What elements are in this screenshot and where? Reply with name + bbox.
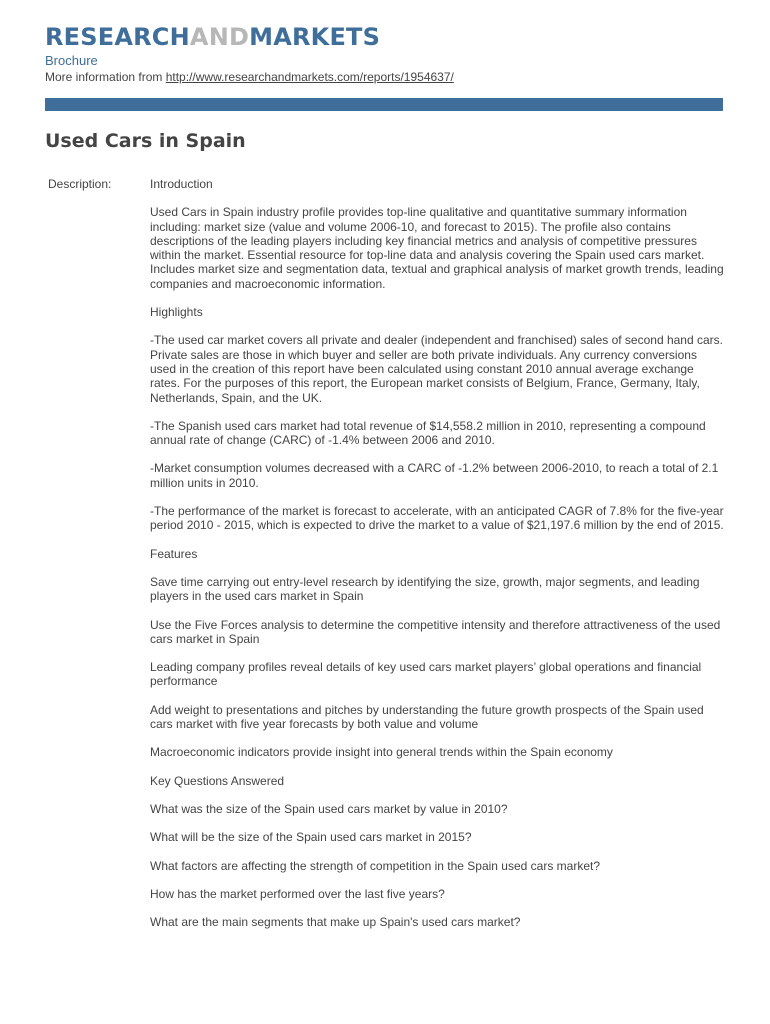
- paragraph-question-1: What was the size of the Spain used cars market by value in 2010?: [150, 801, 508, 816]
- paragraph-question-4: How has the market performed over the last five years?: [150, 886, 445, 901]
- description-body: [150, 177, 725, 943]
- more-info-prefix: More information from: [45, 70, 163, 84]
- paragraph-question-3: What factors are affecting the strength of competition in the Spain used cars market?: [150, 858, 601, 873]
- paragraph-feature-5: Macroeconomic indicators provide insight into general trends within the Spain economy: [150, 745, 613, 760]
- paragraph-highlight-1: -The used car market covers all private and dealer (independent and franchised) sales of second hand cars. Private sales are those in which buyer and seller are both private individuals. Any currency conversions used in the creation of this report have been calculated using constant 2010 annual average exchange rates. For the purposes of this report, the European market consists of Belgium, France, Germany, Italy, Netherlands, Spain, and the UK.: [150, 333, 723, 405]
- header-divider-bar: [45, 98, 723, 111]
- paragraph-feature-3: Leading company profiles reveal details of key used cars market players’ global operations and financial performance: [150, 660, 702, 689]
- logo-and: AND: [189, 23, 250, 51]
- page-title: Used Cars in Spain: [45, 130, 246, 152]
- paragraph-feature-4: Add weight to presentations and pitches by understanding the future growth prospects of the Spain used cars market with five year forecasts by both value and volume: [150, 702, 704, 732]
- paragraph-highlight-3: -Market consumption volumes decreased with a CARC of -1.2% between 2006-2010, to reach a total of 2.1 million units in 2010.: [150, 461, 719, 490]
- brochure-label: Brochure: [45, 53, 98, 68]
- description-label: Description:: [48, 177, 112, 191]
- paragraph-highlight-2: -The Spanish used cars market had total revenue of $14,558.2 million in 2010, representing a compound annual rate of change (CARC) of -1.4% between 2006 and 2010.: [150, 418, 706, 448]
- paragraph-question-2: What will be the size of the Spain used cars market in 2015?: [150, 830, 472, 845]
- paragraph-introduction-heading: Introduction: [150, 177, 213, 191]
- brand-logo[interactable]: [45, 22, 380, 52]
- paragraph-intro-text: Used Cars in Spain industry profile provides top-line qualitative and quantitative summary information including: market size (value and volume 2006-10, and forecast to 2015). The profile also contains descriptions of the leading players including key financial metrics and analysis of competitive pressures within the market. Essential resource for top-line data and analysis covering the Spain used cars market. Includes market size and segmentation data, textual and graphical analysis of market growth trends, leading companies and macroeconomic information.: [150, 205, 724, 291]
- paragraph-highlights-heading: Highlights: [150, 305, 203, 320]
- logo-markets: MARKETS: [249, 23, 381, 51]
- report-link[interactable]: http://www.researchandmarkets.com/reports/1954637/: [165, 70, 454, 84]
- paragraph-feature-1: Save time carrying out entry-level research by identifying the size, growth, major segments, and leading players in the used cars market in Spain: [150, 574, 700, 604]
- more-info-line: [45, 70, 454, 84]
- paragraph-feature-2: Use the Five Forces analysis to determine the competitive intensity and therefore attractiveness of the used cars market in Spain: [150, 617, 721, 646]
- paragraph-features-heading: Features: [150, 546, 198, 561]
- paragraph-question-5: What are the main segments that make up Spain's used cars market?: [150, 915, 521, 930]
- paragraph-questions-heading: Key Questions Answered: [150, 773, 285, 788]
- paragraph-highlight-4: -The performance of the market is forecast to accelerate, with an anticipated CAGR of 7.8% for the five-year period 2010 - 2015, which is expected to drive the market to a value of $21,197.6 million by the end of 2015.: [150, 504, 724, 533]
- logo-research: RESEARCH: [45, 23, 190, 51]
